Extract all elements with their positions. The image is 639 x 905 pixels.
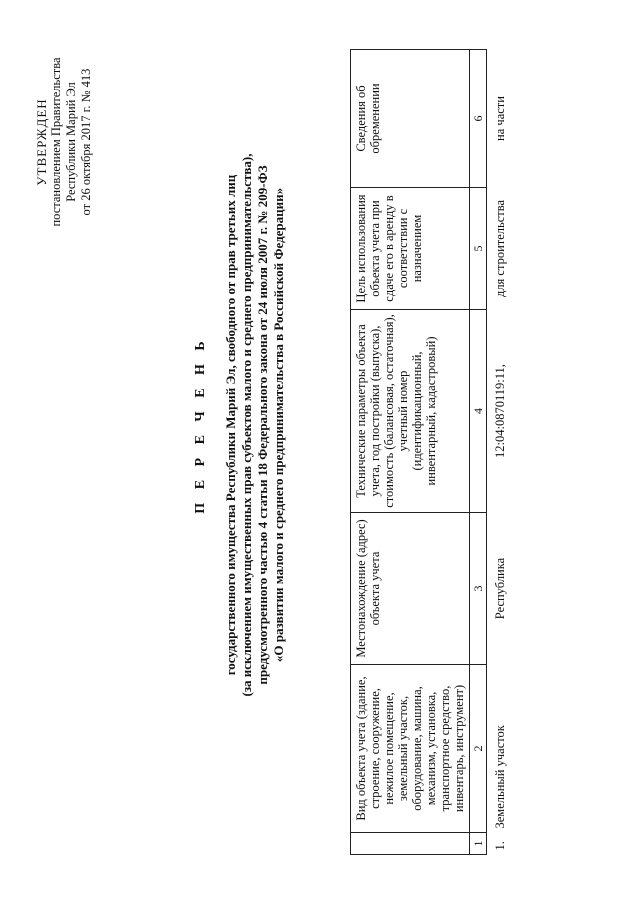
approval-line-2: Республики Марий Эл bbox=[64, 82, 78, 202]
table-row bbox=[487, 50, 511, 855]
header-cell: Технические параметры объекта учета, год постройки (выпуска), стоимость (балансовая, остаточная), учетный номер (идентификационный, инвентарный, кадастровый) bbox=[351, 310, 470, 513]
title-line-2: (за исключением имущественных прав субъектов малого и среднего предпринимательства), bbox=[239, 153, 254, 697]
title-line-4: «О развитии малого и среднего предпринимательства в Российской Федерации» bbox=[271, 187, 286, 663]
column-number: 3 bbox=[470, 513, 487, 665]
header-cell: Сведения об обременении bbox=[351, 50, 470, 188]
approval-date: от 26 октября 2017 г. № 413 bbox=[79, 68, 93, 216]
table-cell: 12:04:0870119:11, bbox=[493, 364, 507, 458]
table-cell: 1. bbox=[493, 841, 507, 851]
approval-heading: УТВЕРЖДЕН bbox=[34, 98, 49, 186]
column-number: 2 bbox=[470, 665, 487, 833]
column-number-row bbox=[470, 50, 487, 855]
approval-block bbox=[34, 27, 94, 257]
property-table bbox=[350, 49, 510, 855]
column-number: 4 bbox=[470, 310, 487, 513]
column-number: 5 bbox=[470, 188, 487, 310]
table-header-row bbox=[351, 50, 470, 855]
table-cell: Земельный участок bbox=[493, 725, 507, 829]
table-cell: Республика bbox=[493, 557, 507, 620]
header-cell: Местонахождение (адрес) объекта учета bbox=[351, 513, 470, 665]
header-cell: Цель использования объекта учета при сдаче его в аренду в соответствии с назначением bbox=[351, 188, 470, 310]
column-number: 6 bbox=[470, 50, 487, 188]
title-main: П Е Р Е Ч Е Н Ь bbox=[193, 336, 208, 514]
header-cell: Вид объекта учета (здание, строение, сооружение, нежилое помещение, земельный участок, оборудование, машина, механизм, установка, транспортное средство, инвентарь, инструмент) bbox=[351, 665, 470, 833]
approval-line-1: постановлением Правительства bbox=[49, 57, 63, 227]
title-line-1: государственного имущества Республики Марий Эл, свободного от прав третьих лиц bbox=[223, 174, 238, 676]
document-title bbox=[193, 35, 287, 815]
header-cell bbox=[351, 833, 470, 855]
title-line-3: предусмотренного частью 4 статьи 18 Федерального закона от 24 июля 2007 г. № 209-ФЗ bbox=[255, 165, 270, 685]
column-number: 1 bbox=[470, 833, 487, 855]
table-cell: для строительства bbox=[493, 199, 507, 298]
table-cell: на части bbox=[493, 96, 507, 141]
